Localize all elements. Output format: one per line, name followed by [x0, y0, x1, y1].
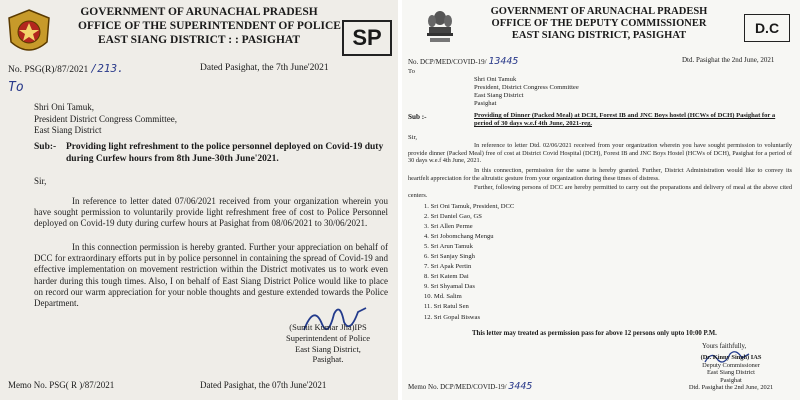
addressee-block — [408, 68, 579, 108]
list-item: 3. Sri Allen Perme — [424, 223, 473, 231]
signature-block — [672, 354, 790, 392]
list-item: 2. Sri Daniel Gao, GS — [424, 213, 482, 221]
footer-memo: Memo No. PSG( R )/87/2021 — [8, 380, 115, 390]
list-item: 1. Sri Oni Tamuk, President, DCC — [424, 203, 515, 210]
list-item: 6. Sri Sanjay Singh — [424, 253, 475, 261]
footer-handwritten: 3445 — [508, 381, 533, 392]
dc-badge: D.C — [744, 14, 790, 42]
addressee-title: President District Congress Committee, — [34, 113, 177, 124]
memo-number: No. DCP/MED/COVID-19/ 13445 — [408, 56, 519, 67]
memo-number: No. PSG(R)/87/2021 /213. — [8, 62, 124, 75]
addressee-name: Shri Oni Tamuk, — [34, 102, 94, 112]
list-item: 12. Sri Gopal Biswas — [424, 313, 481, 321]
header-line-3: EAST SIANG DISTRICT, PASIGHAT — [511, 30, 687, 41]
signatory-district: East Siang District — [707, 369, 755, 377]
addressee-district: East Siang District — [474, 92, 524, 99]
signature-block — [272, 322, 384, 365]
header-line-1: GOVERNMENT OF ARUNACHAL PRADESH — [80, 6, 318, 18]
sp-letter — [0, 0, 398, 400]
signatory-designation: Deputy Commissioner — [702, 361, 760, 369]
header-line-3: EAST SIANG DISTRICT : : PASIGHAT — [97, 34, 301, 46]
footer-memo: Memo No. DCP/MED/COVID-19/ 3445 — [408, 381, 533, 392]
subject-label: Sub:- — [34, 142, 57, 152]
closing: Yours faithfully, — [702, 343, 747, 350]
list-item: 5. Sri Arun Tamuk — [424, 243, 473, 251]
paragraph-2: In this connection, permission for the same is hereby granted. Further, District Administration would like to convey its heartfelt appreciation for the altruistic gesture from your organization during these times of distress. — [408, 167, 792, 182]
letter-date: Dated Pasighat, the 7th June'2021 — [200, 63, 329, 73]
to-label: To — [408, 68, 415, 75]
memo-handwritten: /213. — [90, 62, 124, 75]
signatory-place: Pasighat. — [312, 354, 344, 365]
addressee-district: East Siang District — [34, 125, 102, 135]
salutation: Sir, — [34, 176, 47, 186]
signatory-name: (Dr. Kinny Singh) IAS — [700, 354, 762, 361]
sp-badge: SP — [342, 20, 392, 56]
persons-list — [424, 202, 514, 323]
signatory-designation: Superintendent of Police — [285, 332, 371, 343]
subject-text: Providing light refreshment to the police personnel deployed on Covid-19 duty during Curfew hours from 8th June-30th June'2021. — [66, 142, 384, 164]
paragraph-1: In reference to letter Dtd. 02/06/2021 received from your organization wherein you have sought permission to voluntarily provide dinner (Packed Meal) free of cost at District Covid Hospital (DCH), Forest IB and JNC Boys Hostel (HCWs of DCH), Pasighat for a period of 30 days w.e.f 4th June, 2021. — [408, 142, 792, 165]
addressee-block — [34, 102, 177, 137]
signatory-place: Pasighat — [720, 376, 742, 384]
paragraph-2: In this connection permission is hereby granted. Further your appreciation on behalf of DCC for extraordinary efforts put in by police personnel in containing the spread of Covid-19 and effective implementation on movement restriction within the District motivates us to work even harder during this tough times. Also, I on behalf of East Siang District Police would like to place on record our warm appreciation for your noble thoughts and gesture extended towards the Police Department. — [34, 242, 388, 309]
list-item: 4. Sri Jobomchang Mengu — [424, 233, 494, 241]
addressee-place: Pasighat — [474, 100, 497, 107]
list-item: 8. Sri Katem Dai — [424, 273, 469, 281]
addressee-name: Shri Oni Tamuk — [474, 76, 517, 83]
header-line-2: OFFICE OF THE DEPUTY COMMISSIONER — [491, 18, 707, 29]
signatory-date: Dtd. Pasighat the 2nd June, 2021 — [688, 384, 774, 392]
header-line-2: OFFICE OF THE SUPERINTENDENT OF POLICE — [78, 20, 341, 32]
signatory-district: East Siang District, — [295, 343, 361, 354]
paragraph-1: In reference to letter dated 07/06/2021 received from your organization wherein you have sought permission to voluntarily provide light refreshment free of cost to Police Personnel deployed on Covid-19 duty during curfew hours at Pasighat from 08/06/2021 to 30/06/2021. — [34, 196, 388, 229]
salutation: Sir, — [408, 134, 418, 141]
to-label: To — [8, 80, 24, 95]
list-item: 9. Sri Shyamal Das — [424, 283, 475, 291]
memo-handwritten: 13445 — [488, 56, 519, 67]
permission-pass-note: This letter may treated as permission pass for above 12 persons only upto 10:00 P.M. — [472, 330, 717, 337]
subject-label: Sub :- — [408, 113, 427, 121]
list-item: 11. Sri Ratul Sen — [424, 303, 469, 311]
signatory-name: (Sumit Kumar Jha)IPS — [289, 322, 367, 332]
subject-text: Providing of Dinner (Packed Meal) at DCH, Forest IB and JNC Boys hostel (HCWs of DCH) Pasighat for a period of 30 days w.e.f 4th June, 2021-reg. — [474, 112, 776, 128]
police-emblem-icon — [6, 8, 52, 60]
list-item: 10. Md. Salim — [424, 293, 462, 301]
paragraph-3: Further, following persons of DCC are hereby permitted to carry out the preparations and delivery of meal at the above cited centers. — [408, 184, 792, 199]
footer-date: Dated Pasighat, the 07th June'2021 — [200, 380, 327, 390]
letter-date: Dtd. Pasighat the 2nd June, 2021 — [682, 56, 775, 64]
list-item: 7. Sri Apak Pertin — [424, 263, 472, 271]
dc-letter — [402, 0, 800, 400]
header-line-1: GOVERNMENT OF ARUNACHAL PRADESH — [490, 6, 708, 17]
addressee-title: President, District Congress Committee — [474, 84, 579, 91]
national-emblem-icon — [424, 8, 456, 46]
